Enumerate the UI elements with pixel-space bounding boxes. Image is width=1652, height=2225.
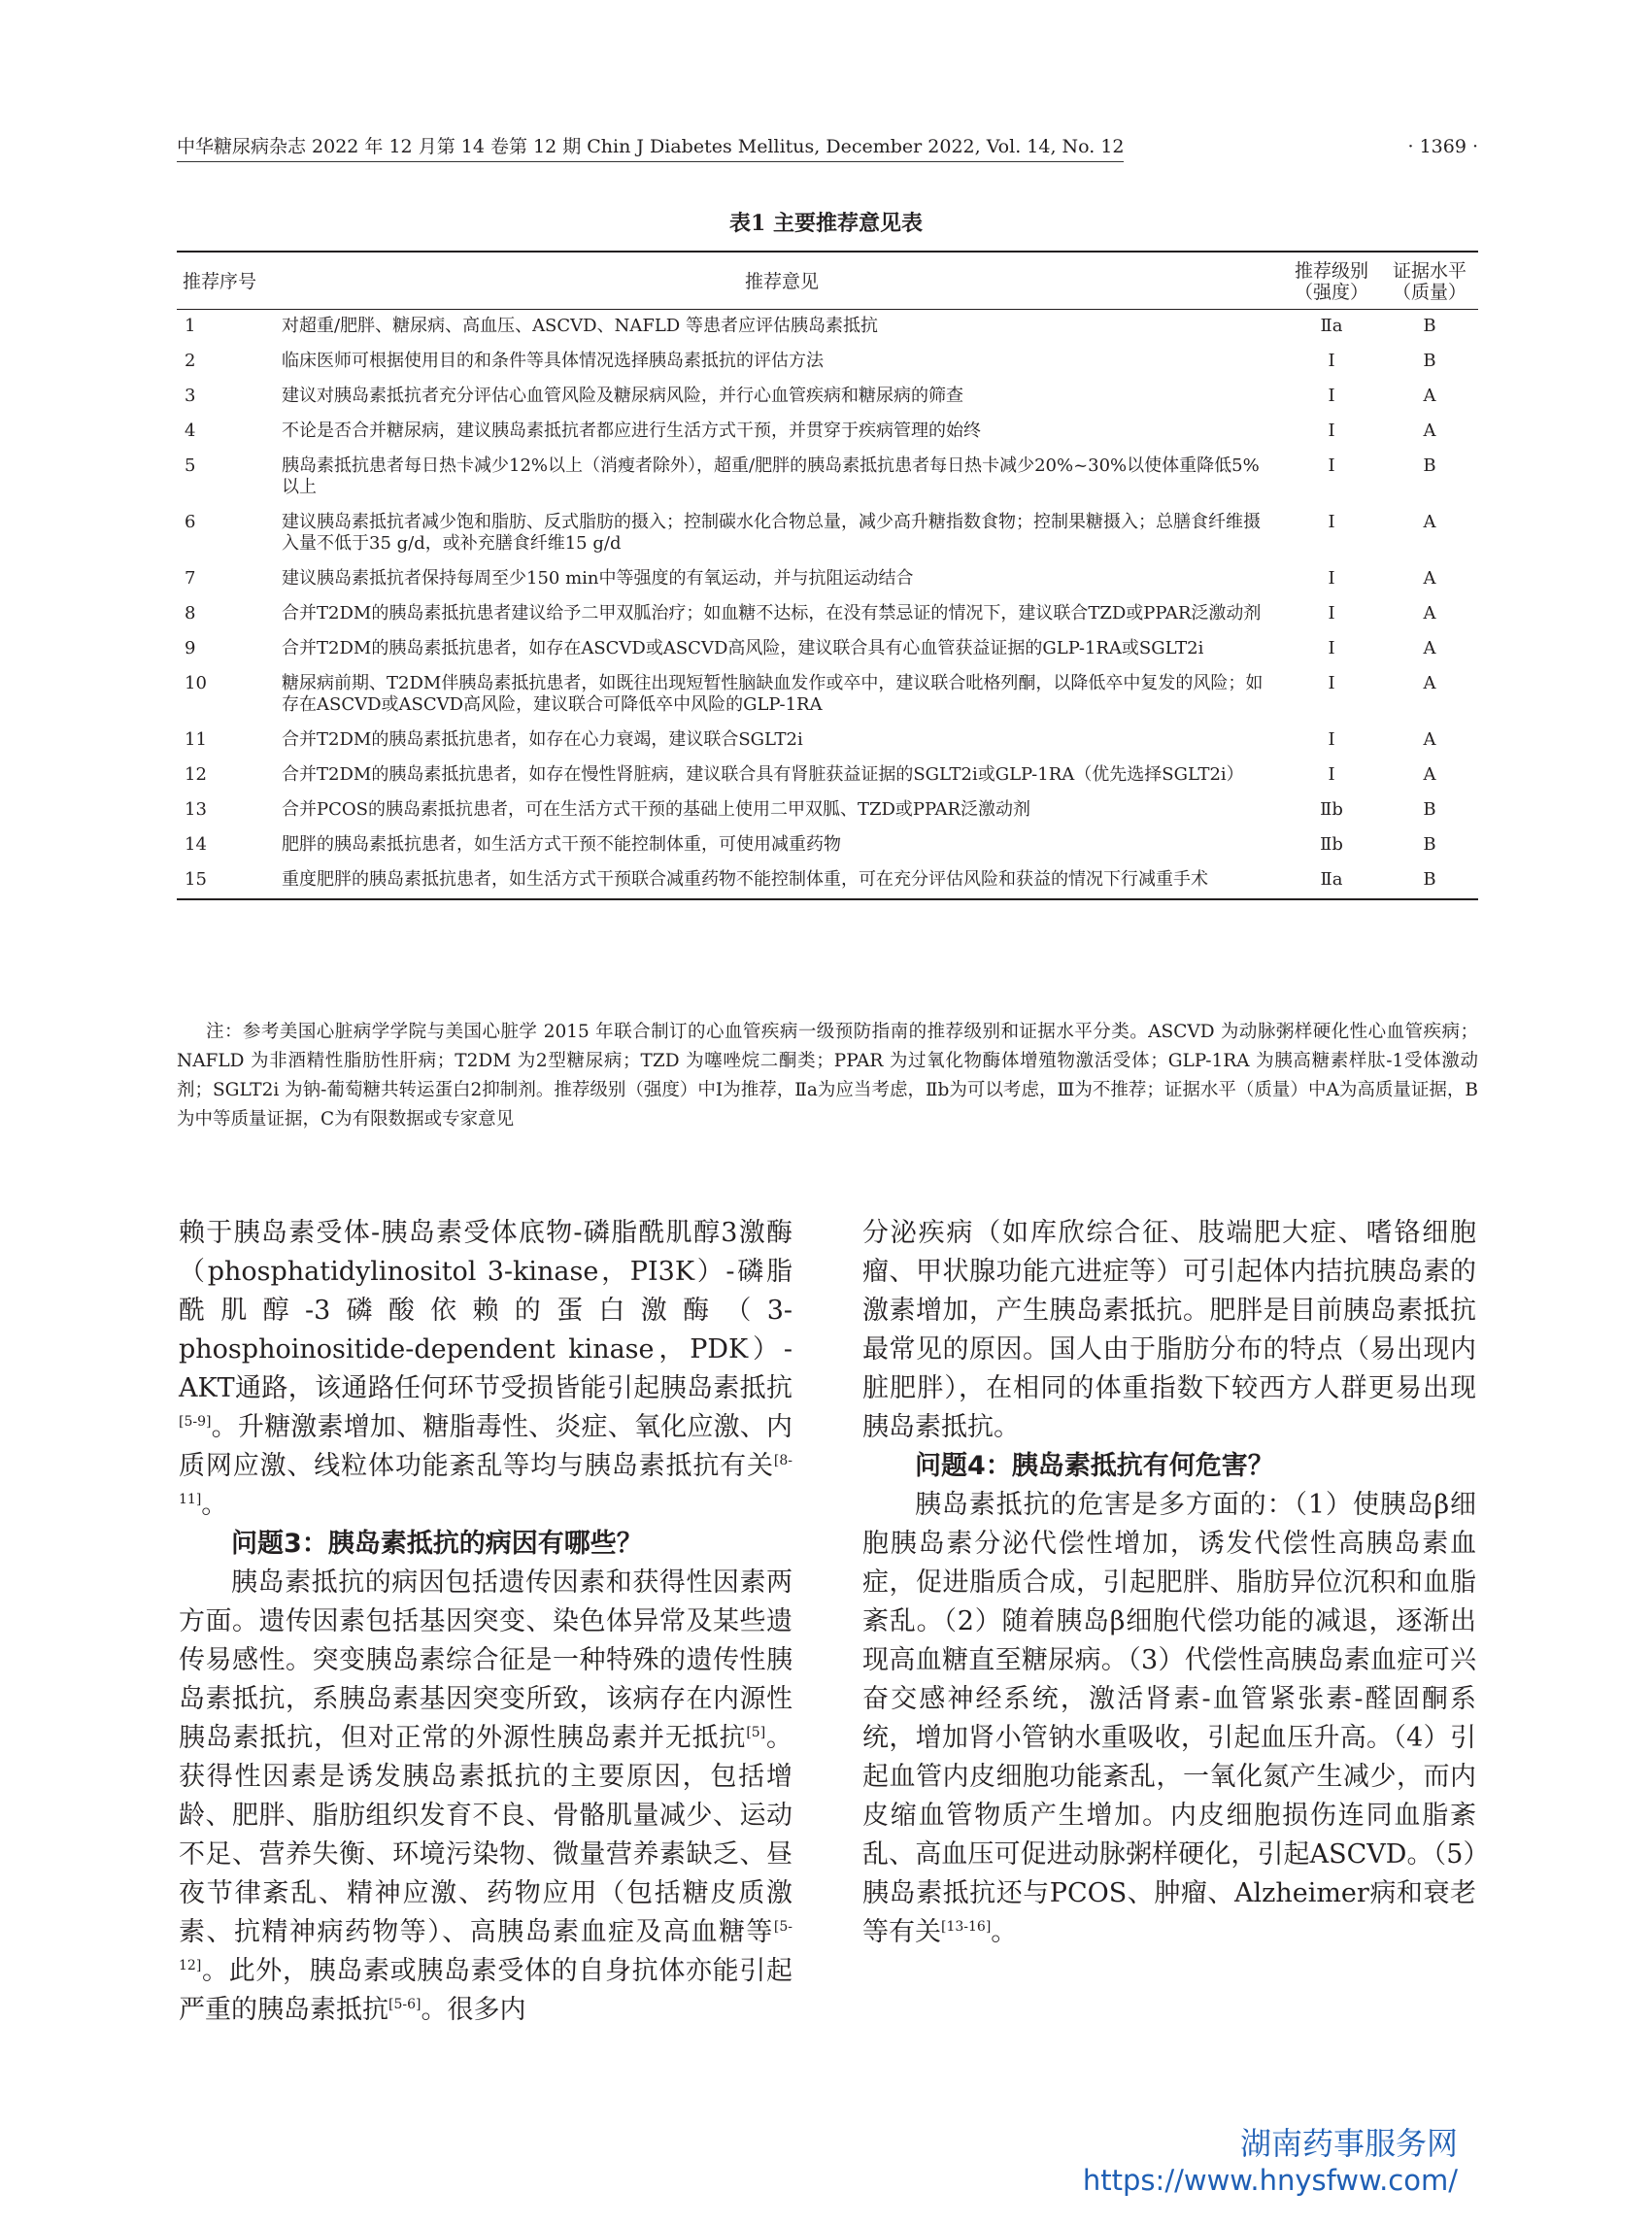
paragraph-text: 赖于胰岛素受体-胰岛素受体底物-磷脂酰肌醇3激酶（phosphatidylinositol 3-kinase，PI3K）-磷脂酰肌醇-3磷酸依赖的蛋白激酶（3-phosphoinositide-dependent kinase，PDK）-AKT通路，该通路任何环节受损皆能引起胰岛素抵抗: [179, 1218, 792, 1403]
paragraph: 分泌疾病（如库欣综合征、肢端肥大症、嗜铬细胞瘤、甲状腺功能亢进症等）可引起体内拮抗胰岛素的激素增加，产生胰岛素抵抗。肥胖是目前胰岛素抵抗最常见的原因。国人由于脂肪分布的特点（易出现内脏肥胖），在相同的体重指数下较西方人群更易出现胰岛素抵抗。: [862, 1218, 1476, 1442]
table-footnote: 注：参考美国心脏病学学院与美国心脏学 2015 年联合制订的心血管疾病一级预防指南的推荐级别和证据水平分类。ASCVD 为动脉粥样硬化性心血管疾病；NAFLD 为非酒精性脂肪性肝病；T2DM 为2型糖尿病；TZD 为噻唑烷二酮类；PPAR 为过氧化物酶体增殖物激活受体；GLP-1RA 为胰高糖素样肽-1受体激动剂；SGLT2i 为钠-葡萄糖共转运蛋白2抑制剂。推荐级别（强度）中Ⅰ为推荐，Ⅱa为应当考虑，Ⅱb为可以考虑，Ⅲ为不推荐；证据水平（质量）中A为高质量证据，B为中等质量证据，C为有限数据或专家意见: [177, 1022, 1478, 1129]
recommendation-number: 10: [185, 673, 207, 693]
paragraph-text: 。: [991, 1917, 1018, 1947]
citation: [5-9]: [179, 1414, 212, 1430]
recommendation-grade: Ⅰ: [1328, 638, 1335, 658]
table-row: [177, 793, 1478, 828]
recommendation-grade: Ⅰ: [1328, 568, 1335, 589]
paragraph-text: 。: [201, 1490, 228, 1520]
column-header-number: 推荐序号: [183, 271, 257, 292]
recommendation-number: 13: [185, 799, 207, 820]
citation: [13-16]: [941, 1919, 992, 1935]
recommendation-number: 8: [185, 603, 196, 624]
recommendation-text: 合并T2DM的胰岛素抵抗患者，如存在ASCVD或ASCVD高风险，建议联合具有心血管获益证据的GLP-1RA或SGLT2i: [282, 638, 1204, 658]
evidence-level: B: [1423, 455, 1436, 476]
recommendation-grade: Ⅱb: [1320, 799, 1343, 820]
evidence-level: A: [1423, 638, 1436, 658]
recommendation-text: 糖尿病前期、T2DM伴胰岛素抵抗患者，如既往出现短暂性脑缺血发作或卒中，建议联合吡格列酮，以降低卒中复发的风险；如存在ASCVD或ASCVD高风险，建议联合可降低卒中风险的GLP-1RA: [282, 673, 1264, 715]
column-header-evidence: 证据水平（质量）: [1392, 260, 1467, 303]
recommendation-text: 建议胰岛素抵抗者减少饱和脂肪、反式脂肪的摄入；控制碳水化合物总量，减少高升糖指数食物；控制果糖摄入；总膳食纤维摄入量不低于35 g/d，或补充膳食纤维15 g/d: [282, 512, 1261, 554]
recommendation-number: 3: [185, 386, 196, 406]
table-row: [177, 759, 1478, 793]
recommendation-number: 6: [185, 512, 196, 532]
recommendation-table: [177, 251, 1478, 900]
column-header-grade: 推荐级别（强度）: [1294, 260, 1368, 303]
recommendation-number: 7: [185, 568, 196, 589]
recommendation-text: 重度肥胖的胰岛素抵抗患者，如生活方式干预联合减重药物不能控制体重，可在充分评估风险和获益的情况下行减重手术: [282, 869, 1208, 890]
recommendation-grade: Ⅱa: [1320, 316, 1343, 336]
evidence-level: A: [1423, 673, 1436, 693]
recommendation-text: 胰岛素抵抗患者每日热卡减少12%以上（消瘦者除外），超重/肥胖的胰岛素抵抗患者每日热卡减少20%~30%以使体重降低5%以上: [282, 455, 1260, 497]
table-row: [177, 597, 1478, 632]
table-row: [177, 506, 1478, 562]
evidence-level: B: [1423, 869, 1436, 890]
recommendation-text: 对超重/肥胖、糖尿病、高血压、ASCVD、NAFLD 等患者应评估胰岛素抵抗: [282, 316, 878, 336]
table-row: [177, 863, 1478, 899]
citation: [5]: [746, 1725, 766, 1740]
citation: [5-6]: [388, 1997, 421, 2012]
recommendation-text: 合并PCOS的胰岛素抵抗患者，可在生活方式干预的基础上使用二甲双胍、TZD或PPAR泛激动剂: [282, 799, 1031, 820]
table-row: [177, 828, 1478, 863]
evidence-level: B: [1423, 834, 1436, 855]
recommendation-grade: Ⅰ: [1328, 729, 1335, 750]
journal-citation: 中华糖尿病杂志 2022 年 12 月第 14 卷第 12 期 Chin J Diabetes Mellitus, December 2022, Vol. 14, No. 12: [177, 136, 1125, 157]
recommendation-text: 合并T2DM的胰岛素抵抗患者建议给予二甲双胍治疗；如血糖不达标，在没有禁忌证的情况下，建议联合TZD或PPAR泛激动剂: [282, 603, 1262, 624]
recommendation-grade: Ⅰ: [1328, 603, 1335, 624]
evidence-level: A: [1423, 603, 1436, 624]
table-title: 表1 主要推荐意见表: [729, 211, 923, 236]
recommendation-number: 2: [185, 351, 196, 371]
recommendation-grade: Ⅰ: [1328, 351, 1335, 371]
recommendation-grade: Ⅰ: [1328, 421, 1335, 441]
recommendation-grade: Ⅰ: [1328, 386, 1335, 406]
table-row: [177, 667, 1478, 724]
evidence-level: B: [1423, 351, 1436, 371]
table-header-row: [177, 252, 1478, 310]
table-row: [177, 724, 1478, 759]
column-header-recommendation: 推荐意见: [744, 271, 819, 292]
body-column-right: [862, 1214, 1476, 1952]
recommendation-grade: Ⅰ: [1328, 512, 1335, 532]
evidence-level: A: [1423, 764, 1436, 785]
recommendation-text: 不论是否合并糖尿病，建议胰岛素抵抗者都应进行生活方式干预，并贯穿于疾病管理的始终: [282, 421, 981, 441]
paragraph: [179, 1564, 792, 2030]
evidence-level: B: [1423, 799, 1436, 820]
recommendation-number: 15: [185, 869, 207, 890]
paragraph-text: 胰岛素抵抗的病因包括遗传因素和获得性因素两方面。遗传因素包括基因突变、染色体异常及某些遗传易感性。突变胰岛素综合征是一种特殊的遗传性胰岛素抵抗，系胰岛素基因突变所致，该病存在内源性胰岛素抵抗，但对正常的外源性胰岛素并无抵抗: [179, 1568, 792, 1753]
table-row: [177, 450, 1478, 506]
paragraph-text: 。很多内: [421, 1995, 526, 2025]
table-row: [177, 415, 1478, 450]
paragraph: [862, 1486, 1476, 1952]
recommendation-text: 合并T2DM的胰岛素抵抗患者，如存在慢性肾脏病，建议联合具有肾脏获益证据的SGLT2i或GLP-1RA（优先选择SGLT2i）: [282, 764, 1244, 785]
table-row: [177, 632, 1478, 667]
evidence-level: A: [1423, 729, 1436, 750]
recommendation-grade: Ⅰ: [1328, 455, 1335, 476]
recommendation-number: 1: [185, 316, 196, 336]
evidence-level: A: [1423, 568, 1436, 589]
header-rule: [177, 161, 1124, 162]
recommendation-text: 临床医师可根据使用目的和条件等具体情况选择胰岛素抵抗的评估方法: [282, 351, 824, 371]
site-watermark: [1083, 2124, 1458, 2198]
recommendation-text: 建议胰岛素抵抗者保持每周至少150 min中等强度的有氧运动，并与抗阻运动结合: [282, 568, 914, 589]
citation: [8-11]: [179, 1453, 792, 1507]
recommendation-text: 建议对胰岛素抵抗者充分评估心血管风险及糖尿病风险，并行心血管疾病和糖尿病的筛查: [282, 386, 963, 406]
section-heading-q3: 问题3：胰岛素抵抗的病因有哪些？: [231, 1529, 643, 1559]
table-row: [177, 380, 1478, 415]
recommendation-grade: Ⅰ: [1328, 764, 1335, 785]
recommendation-number: 5: [185, 455, 196, 476]
recommendation-number: 4: [185, 421, 196, 441]
evidence-level: A: [1423, 386, 1436, 406]
watermark-url[interactable]: https://www.hnysfww.com/: [1082, 2164, 1458, 2197]
recommendation-text: 合并T2DM的胰岛素抵抗患者，如存在心力衰竭，建议联合SGLT2i: [282, 729, 803, 750]
recommendation-grade: Ⅱa: [1320, 869, 1343, 890]
recommendation-text: 肥胖的胰岛素抵抗患者，如生活方式干预不能控制体重，可使用减重药物: [282, 834, 841, 855]
section-heading-q4: 问题4：胰岛素抵抗有何危害？: [915, 1451, 1274, 1481]
recommendation-number: 14: [185, 834, 207, 855]
body-column-left: [179, 1214, 792, 2030]
paragraph: [179, 1214, 792, 1525]
page-number: · 1369 ·: [1407, 136, 1478, 157]
table-row: [177, 562, 1478, 597]
recommendation-number: 9: [185, 638, 196, 658]
recommendation-grade: Ⅰ: [1328, 673, 1335, 693]
recommendation-number: 12: [185, 764, 207, 785]
evidence-level: A: [1423, 421, 1436, 441]
paragraph-text: 胰岛素抵抗的危害是多方面的：（1）使胰岛β细胞胰岛素分泌代偿性增加，诱发代偿性高胰岛素血症，促进脂质合成，引起肥胖、脂肪异位沉积和血脂紊乱。（2）随着胰岛β细胞代偿功能的减退，逐渐出现高血糖直至糖尿病。（3）代偿性高胰岛素血症可兴奋交感神经系统，激活肾素-血管紧张素-醛固酮系统，增加肾小管钠水重吸收，引起血压升高。（4）引起血管内皮细胞功能紊乱，一氧化氮产生减少，而内皮缩血管物质产生增加。内皮细胞损伤连同血脂紊乱、高血压可促进动脉粥样硬化，引起ASCVD。（5）胰岛素抵抗还与PCOS、肿瘤、Alzheimer病和衰老等有关: [862, 1490, 1476, 1947]
paragraph-text: 。此外，胰岛素或胰岛素受体的自身抗体亦能引起严重的胰岛素抵抗: [179, 1956, 792, 2025]
recommendation-number: 11: [185, 729, 207, 750]
paragraph-text: 。升糖激素增加、糖脂毒性、炎症、氧化应激、内质网应激、线粒体功能紊乱等均与胰岛素抵抗有关: [179, 1412, 792, 1481]
paragraph-text: 。获得性因素是诱发胰岛素抵抗的主要原因，包括增龄、肥胖、脂肪组织发育不良、骨骼肌量减少、运动不足、营养失衡、环境污染物、微量营养素缺乏、昼夜节律紊乱、精神应激、药物应用（包括糖皮质激素、抗精神病药物等）、高胰岛素血症及高血糖等: [179, 1723, 793, 1947]
watermark-name: 湖南药事服务网: [1239, 2125, 1458, 2162]
table-row: [177, 310, 1478, 346]
table-row: [177, 345, 1478, 380]
evidence-level: A: [1423, 512, 1436, 532]
recommendation-grade: Ⅱb: [1320, 834, 1343, 855]
citation: [5-12]: [179, 1919, 792, 1973]
evidence-level: B: [1423, 316, 1436, 336]
